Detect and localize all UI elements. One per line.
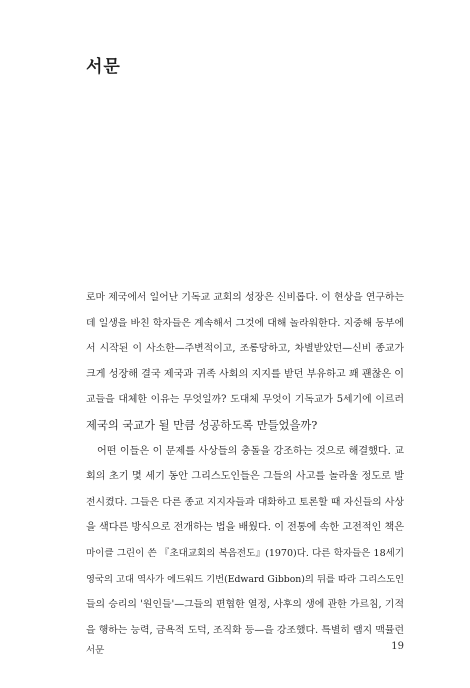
body-line: 교들을 대체한 이유는 무엇일까? 도대체 무엇이 기독교가 5세기에 이르러 — [86, 394, 404, 406]
body-line: 크게 성장해 결국 제국과 귀족 사회의 지지를 받던 부유하고 꽤 괜찮은 이 — [86, 368, 404, 380]
page-number: 19 — [391, 641, 404, 652]
body-line: 영국의 고대 역사가 에드워드 기번(Edward Gibbon)의 뒤를 따라 그리스도인 — [86, 573, 404, 585]
body-line: 을 색다른 방식으로 전개하는 법을 배웠다. 이 전통에 속한 고전적인 책은 — [86, 522, 404, 534]
body-line: 데 일생을 바친 학자들은 계속해서 그것에 대해 놀라워한다. 지중해 동부에 — [86, 317, 404, 329]
body-line: 들의 승리의 '원인들'—그들의 편협한 열정, 사후의 생에 관한 가르침, 기적 — [86, 599, 404, 611]
body-line: 서 시작된 이 사소한—주변적이고, 조롱당하고, 차별받았던—신비 종교가 — [86, 343, 404, 355]
body-line: 전시켰다. 그들은 다른 종교 지지자들과 대화하고 토론할 때 자신들의 사상 — [86, 496, 404, 508]
body-line: 을 행하는 능력, 금욕적 도덕, 조직화 등—을 강조했다. 특별히 램지 맥뮬런 — [86, 624, 404, 636]
body-line: 제국의 국교가 될 만큼 성공하도록 만들었을까? — [86, 418, 318, 432]
body-line: 마이클 그린이 쓴 『초대교회의 복음전도』(1970)다. 다른 학자들은 18세기 — [86, 547, 404, 559]
body-line: 어떤 이들은 이 문제를 사상들의 충돌을 강조하는 것으로 해결했다. 교 — [97, 445, 404, 457]
running-footer-section: 서문 — [86, 645, 105, 656]
chapter-title: 서문 — [86, 57, 121, 77]
body-line: 로마 제국에서 일어난 기독교 교회의 성장은 신비롭다. 이 현상을 연구하는 — [86, 292, 404, 303]
body-text — [86, 285, 404, 643]
body-line: 회의 초기 몇 세기 동안 그리스도인들은 그들의 사고를 놀라울 정도로 발 — [86, 471, 404, 483]
